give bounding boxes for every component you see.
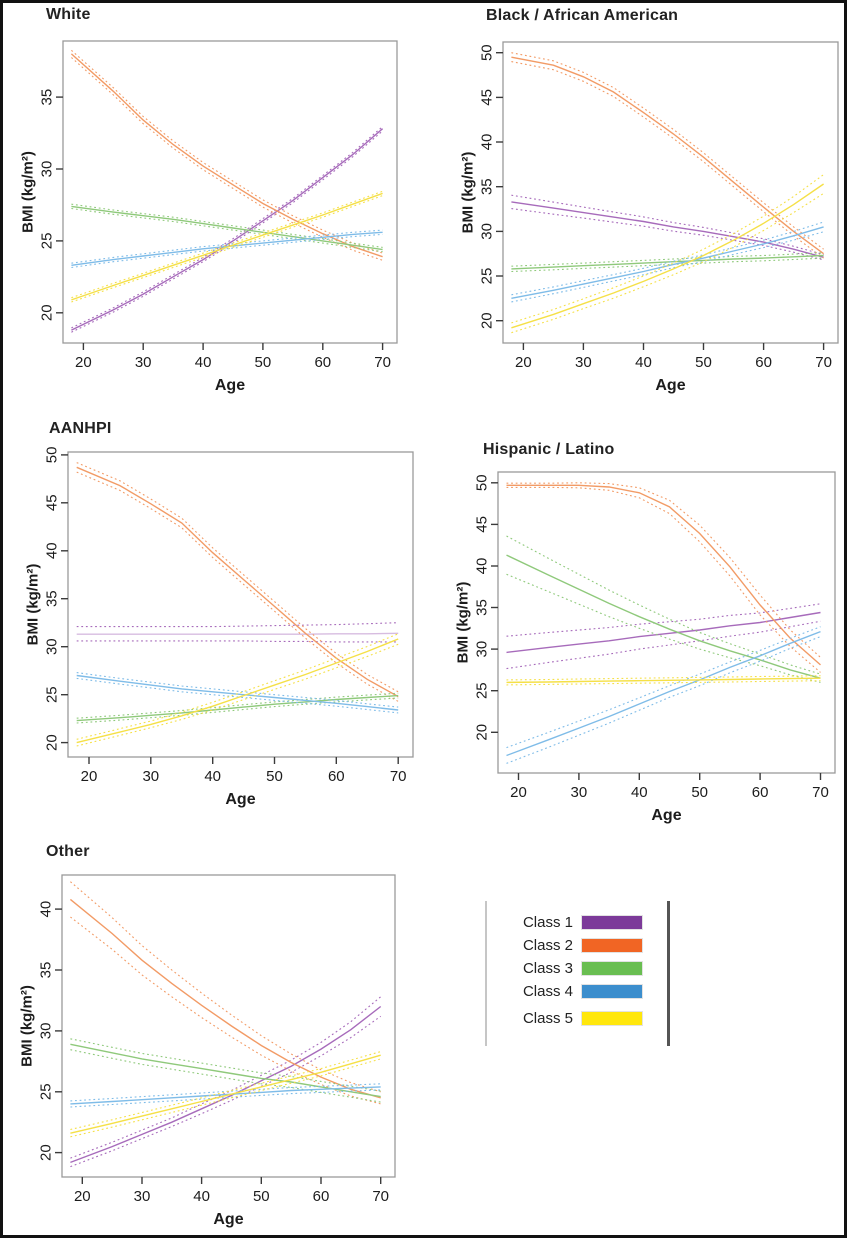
- svg-text:Age: Age: [214, 377, 246, 394]
- svg-text:45: 45: [43, 494, 61, 512]
- legend-swatch-class5: [581, 1011, 643, 1026]
- svg-text:40: 40: [204, 768, 222, 785]
- panel-title-white: White: [46, 6, 91, 23]
- legend-swatch-class1: [581, 915, 643, 930]
- svg-text:25: 25: [478, 267, 496, 285]
- svg-text:25: 25: [37, 1083, 55, 1101]
- panel-title-hispanic: Hispanic / Latino: [483, 441, 615, 458]
- svg-text:35: 35: [37, 961, 55, 979]
- svg-text:30: 30: [37, 1022, 55, 1040]
- svg-text:Age: Age: [213, 1211, 244, 1228]
- svg-text:20: 20: [43, 734, 61, 751]
- svg-text:50: 50: [252, 1188, 270, 1205]
- legend-item: [523, 915, 643, 930]
- svg-text:BMI (kg/m²): BMI (kg/m²): [459, 151, 477, 234]
- panel-title-aanhpi: AANHPI: [49, 420, 112, 437]
- svg-text:30: 30: [570, 784, 588, 801]
- svg-text:30: 30: [478, 223, 496, 240]
- svg-text:40: 40: [43, 542, 61, 560]
- legend-item: [523, 1011, 643, 1026]
- legend-item-label: Class 4: [522, 983, 573, 1000]
- chart-hispanic-latino: [455, 460, 847, 830]
- svg-text:20: 20: [75, 354, 92, 371]
- svg-text:Age: Age: [225, 791, 256, 808]
- legend-item: [523, 961, 643, 976]
- svg-text:70: 70: [372, 1188, 390, 1205]
- svg-text:50: 50: [254, 354, 272, 371]
- svg-text:25: 25: [473, 682, 491, 700]
- chart-black-african-american: [455, 26, 847, 400]
- chart-other: [14, 862, 410, 1236]
- svg-text:20: 20: [478, 312, 496, 330]
- svg-text:35: 35: [43, 590, 61, 608]
- svg-text:25: 25: [38, 232, 56, 250]
- svg-text:60: 60: [755, 354, 772, 371]
- panel-title-black: Black / African American: [486, 7, 679, 24]
- svg-text:30: 30: [133, 1188, 151, 1205]
- svg-text:BMI (kg/m²): BMI (kg/m²): [455, 581, 472, 664]
- svg-text:40: 40: [37, 900, 55, 918]
- svg-text:20: 20: [37, 1144, 55, 1161]
- svg-text:35: 35: [473, 599, 491, 616]
- svg-text:50: 50: [478, 44, 496, 62]
- svg-text:60: 60: [327, 768, 345, 785]
- legend-swatch-class4: [581, 984, 643, 999]
- svg-text:BMI (kg/m²): BMI (kg/m²): [18, 985, 36, 1067]
- svg-text:20: 20: [73, 1188, 91, 1205]
- legend-item-label: Class 3: [522, 960, 573, 977]
- legend-item: [523, 938, 643, 953]
- svg-text:70: 70: [812, 784, 829, 801]
- svg-text:20: 20: [510, 784, 527, 801]
- svg-text:30: 30: [142, 768, 160, 785]
- svg-text:30: 30: [134, 354, 152, 371]
- svg-text:40: 40: [630, 784, 648, 801]
- svg-text:45: 45: [473, 516, 491, 533]
- svg-text:70: 70: [815, 354, 832, 371]
- legend-swatch-class2: [581, 938, 643, 953]
- svg-text:25: 25: [43, 686, 61, 704]
- legend-item-label: Class 1: [522, 914, 573, 931]
- svg-text:BMI (kg/m²): BMI (kg/m²): [24, 563, 42, 646]
- svg-text:20: 20: [515, 354, 532, 371]
- svg-text:30: 30: [575, 354, 592, 371]
- svg-text:Age: Age: [655, 377, 686, 394]
- svg-text:70: 70: [374, 354, 391, 371]
- svg-text:50: 50: [43, 446, 61, 464]
- svg-text:70: 70: [389, 768, 407, 785]
- svg-text:35: 35: [478, 178, 496, 196]
- svg-text:50: 50: [473, 474, 491, 492]
- svg-text:BMI (kg/m²): BMI (kg/m²): [19, 151, 37, 233]
- legend-item-label: Class 2: [522, 937, 573, 954]
- svg-text:35: 35: [38, 88, 56, 106]
- svg-text:60: 60: [312, 1188, 330, 1205]
- svg-text:20: 20: [38, 304, 56, 322]
- chart-white: [14, 26, 410, 400]
- svg-text:30: 30: [38, 160, 56, 178]
- legend-swatch-class3: [581, 961, 643, 976]
- svg-text:30: 30: [43, 638, 61, 656]
- svg-text:Age: Age: [651, 807, 682, 824]
- svg-text:50: 50: [691, 784, 709, 801]
- panel-title-other: Other: [46, 843, 90, 860]
- svg-text:60: 60: [751, 784, 769, 801]
- legend: [485, 901, 670, 1046]
- chart-aanhpi: [20, 440, 420, 815]
- svg-text:40: 40: [194, 354, 212, 371]
- legend-item-label: Class 5: [522, 1010, 573, 1027]
- svg-text:45: 45: [478, 89, 496, 106]
- legend-item: [523, 984, 643, 999]
- svg-text:50: 50: [266, 768, 283, 785]
- svg-text:50: 50: [695, 354, 712, 371]
- svg-text:40: 40: [635, 354, 652, 371]
- svg-text:60: 60: [314, 354, 332, 371]
- svg-text:20: 20: [80, 768, 98, 785]
- svg-text:40: 40: [193, 1188, 210, 1205]
- svg-text:40: 40: [478, 133, 496, 151]
- svg-text:20: 20: [473, 723, 491, 741]
- svg-text:30: 30: [473, 640, 491, 658]
- svg-text:40: 40: [473, 557, 491, 575]
